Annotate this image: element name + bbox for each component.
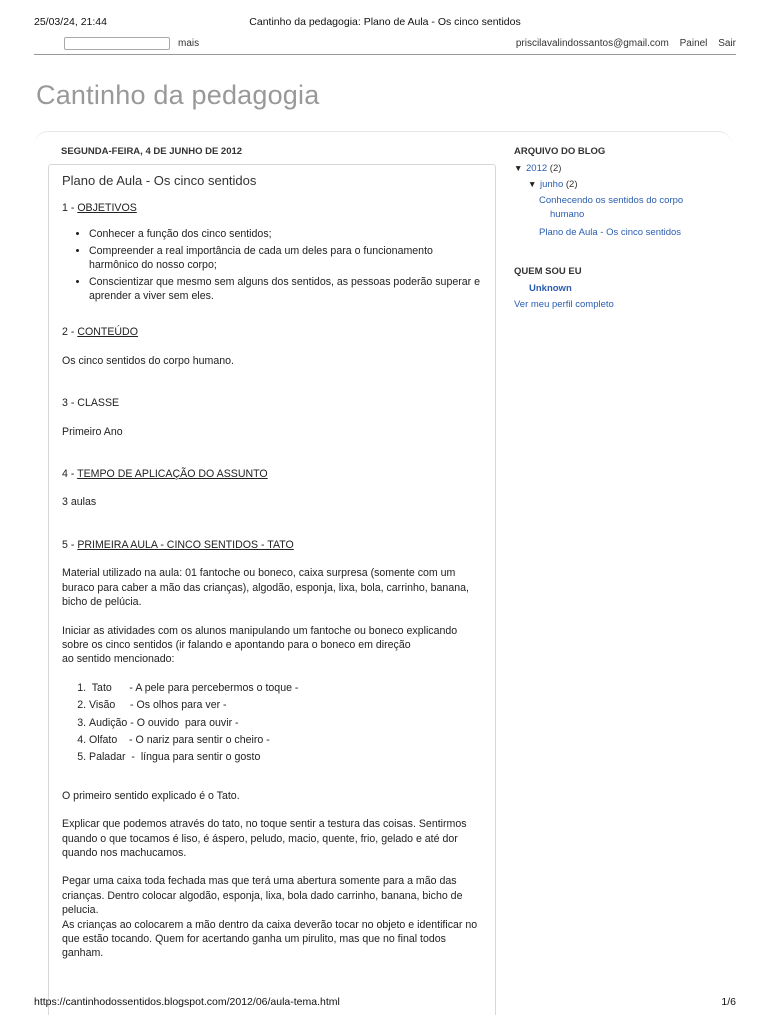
section-time-heading: 4 - TEMPO DE APLICAÇÃO DO ASSUNTO (62, 468, 268, 481)
children-paragraph: As crianças ao colocarem a mão dentro da caixa deverão tocar no objeto e identificar no que estão tocando. Quem for acertando ganha um pirulito, mas que no final todos ganham. (62, 918, 478, 960)
list-item: 2. Visão - Os olhos para ver - (89, 698, 482, 712)
print-page-title: Cantinho da pedagogia: Plano de Aula - Os cinco sentidos (249, 16, 521, 28)
list-item: • Conhecer a função dos cinco sentidos; (89, 227, 482, 241)
print-datetime: 25/03/24, 21:44 (34, 16, 107, 28)
objectives-list (62, 227, 482, 303)
sidebar (514, 146, 724, 314)
post-date: SEGUNDA-FEIRA, 4 DE JUNHO DE 2012 (61, 146, 243, 157)
profile-full-link[interactable]: Ver meu perfil completo (514, 299, 614, 310)
section-content-text: Os cinco sentidos do corpo humano. (62, 354, 234, 367)
print-url: https://cantinhodossentidos.blogspot.com/2012/06/aula-tema.html (34, 996, 340, 1008)
archive-post-link-cont[interactable]: humano (550, 209, 585, 220)
blogger-navbar (34, 36, 736, 55)
logout-link[interactable]: Sair (718, 38, 736, 49)
list-item: 4. Olfato - O nariz para sentir o cheiro - (89, 733, 482, 747)
section-content-heading: 2 - CONTEÚDO (62, 326, 138, 339)
start-line: sobre os cinco sentidos (ir falando e apontando para o boneco em direção (62, 638, 411, 651)
search-input[interactable] (64, 37, 170, 50)
profile-name-link[interactable]: Unknown (529, 283, 572, 294)
start-line: ao sentido mencionado: (62, 653, 175, 666)
box-paragraph: Pegar uma caixa toda fechada mas que terá uma abertura somente para a mão das crianças. Dentro colocar algodão, esponja, lixa, bola dado carrinho, banana, bicho de pelucia. (62, 875, 463, 917)
archive-year-link[interactable]: 2012 (526, 163, 548, 174)
dashboard-link[interactable]: Painel (679, 38, 708, 49)
print-page-number: 1/6 (721, 996, 736, 1008)
archive-month-link[interactable]: junho (540, 179, 564, 190)
start-line: Iniciar as atividades com os alunos manipulando um fantoche ou boneco explicando (62, 624, 458, 637)
list-item: 1. Tato - A pele para percebermos o toque - (89, 681, 482, 695)
list-item: • Compreender a real importância de cada um deles para o funcionamento harmônico do nosso corpo; (89, 244, 482, 273)
first-sense-paragraph: O primeiro sentido explicado é o Tato. (62, 789, 240, 802)
triangle-down-icon[interactable]: ▼ (528, 179, 537, 189)
about-heading: QUEM SOU EU (514, 266, 582, 277)
more-link[interactable]: mais (178, 38, 200, 49)
section-first-class-heading: 5 - PRIMEIRA AULA - CINCO SENTIDOS - TATO (62, 538, 294, 551)
section-objectives-heading: 1 - OBJETIVOS (62, 202, 137, 214)
archive-year-item: ▼ 2012 (2) (514, 163, 562, 174)
archive-post-link[interactable]: Plano de Aula - Os cinco sentidos (539, 227, 682, 238)
section-class-text: Primeiro Ano (62, 425, 123, 438)
triangle-down-icon[interactable]: ▼ (514, 163, 523, 173)
senses-list (62, 681, 482, 765)
post-box (48, 164, 496, 1015)
explain-paragraph: Explicar que podemos através do tato, no toque sentir a testura das coisas. Sentirmos quando o que tocamos é liso, é áspero, peludo, macio, quente, frio, gelado e até dor quando nos machucamos. (62, 818, 467, 859)
archive-month-item: ▼ junho (2) (528, 179, 578, 190)
section-class-heading: 3 - CLASSE (62, 397, 120, 410)
post-title[interactable]: Plano de Aula - Os cinco sentidos (62, 173, 257, 188)
blog-title[interactable]: Cantinho da pedagogia (36, 80, 320, 110)
user-email: priscilavalindossantos@gmail.com (515, 38, 669, 49)
list-item: 3. Audição - O ouvido para ouvir - (89, 716, 482, 730)
navbar-user-links (508, 38, 736, 49)
material-paragraph: Material utilizado na aula: 01 fantoche ou boneco, caixa surpresa (somente com um buraco para caber a mão das crianças), algodão, esponja, lixa, bola, carrinho, banana, bicho de pelúcia. (62, 567, 469, 609)
archive-heading: ARQUIVO DO BLOG (514, 146, 606, 157)
section-time-text: 3 aulas (62, 496, 97, 509)
list-item: 5. Paladar - língua para sentir o gosto (89, 750, 482, 764)
list-item: • Conscientizar que mesmo sem alguns dos sentidos, as pessoas poderão superar e aprender a viver sem eles. (89, 275, 482, 304)
archive-post-link[interactable]: Conhecendo os sentidos do corpo (539, 195, 684, 206)
post-body (62, 173, 482, 961)
